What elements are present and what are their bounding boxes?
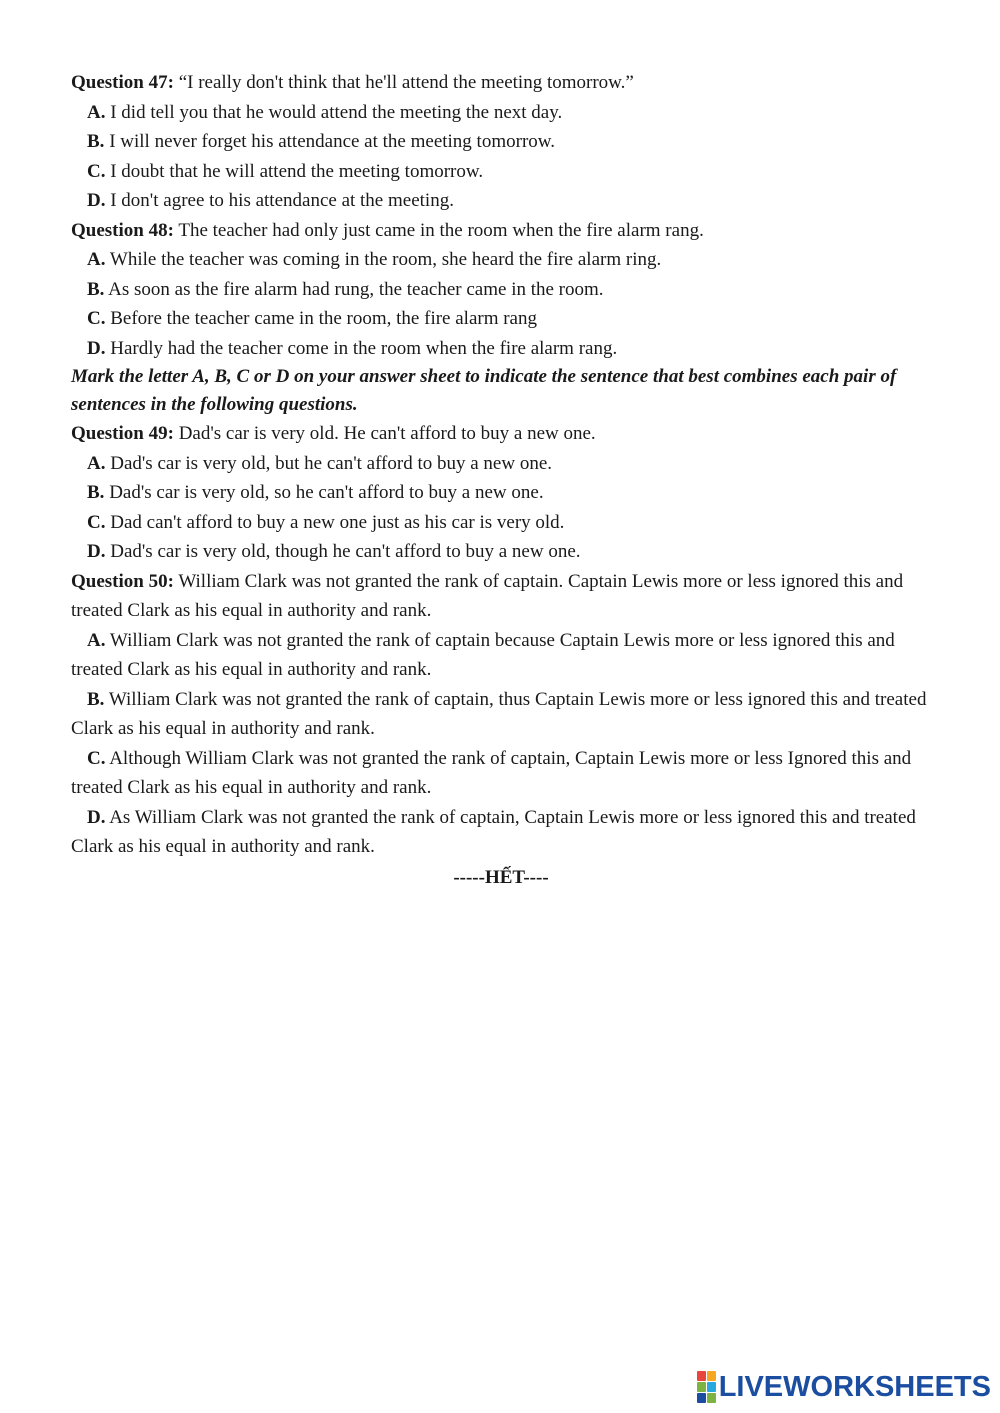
answer-option-c[interactable] [71, 304, 931, 334]
option-text: I doubt that he will attend the meeting tomorrow. [110, 160, 484, 182]
question-label: Question 48: [71, 219, 174, 241]
question-label: Question 47: [71, 72, 174, 93]
answer-option-a[interactable] [71, 98, 931, 128]
option-letter: A. [87, 452, 106, 474]
question-text: William Clark was not granted the rank of captain. Captain Lewis more or less ignored this and treated Clark as his equal in authority and rank. [71, 570, 904, 621]
option-letter: D. [87, 190, 106, 211]
option-letter: C. [87, 160, 106, 182]
answer-option-c[interactable] [71, 157, 931, 187]
option-text: William Clark was not granted the rank of captain, thus Captain Lewis more or less ignored this and treated Clark as his equal in authority and rank. [71, 688, 927, 739]
option-letter: C. [87, 511, 106, 533]
option-text: Dad can't afford to buy a new one just as his car is very old. [110, 511, 565, 533]
option-text: Dad's car is very old, so he can't afford to buy a new one. [109, 482, 544, 503]
logo-text: LIVEWORKSHEETS [718, 1370, 991, 1403]
option-text: I did tell you that he would attend the meeting the next day. [110, 101, 563, 123]
liveworksheets-logo[interactable] [697, 1370, 991, 1404]
question-text: Dad's car is very old. He can't afford to buy a new one. [178, 423, 596, 444]
answer-option-a[interactable] [71, 626, 931, 685]
question-text: “I really don't think that he'll attend the meeting tomorrow.” [178, 72, 634, 93]
worksheet-page [71, 68, 931, 892]
question-label: Question 50: [71, 570, 174, 592]
question-text: The teacher had only just came in the room when the fire alarm rang. [178, 219, 704, 241]
option-text: Although William Clark was not granted the rank of captain, Captain Lewis more or less Ignored this and treated Clark as his equal in authority and rank. [71, 747, 912, 798]
option-text: Hardly had the teacher come in the room when the fire alarm rang. [110, 337, 618, 359]
question-50 [71, 567, 931, 626]
option-letter: A. [87, 629, 106, 651]
option-letter: A. [87, 101, 106, 123]
answer-option-a[interactable] [71, 245, 931, 275]
option-text: As soon as the fire alarm had rung, the teacher came in the room. [108, 278, 604, 300]
option-letter: B. [87, 482, 105, 503]
option-text: I don't agree to his attendance at the meeting. [110, 190, 454, 211]
option-letter: C. [87, 308, 106, 329]
option-text: William Clark was not granted the rank of captain because Captain Lewis more or less ignored this and treated Clark as his equal in authority and rank. [71, 629, 895, 680]
option-letter: B. [87, 131, 105, 152]
option-text: Dad's car is very old, though he can't afford to buy a new one. [110, 541, 581, 562]
question-label: Question 49: [71, 423, 174, 444]
answer-option-a[interactable] [71, 449, 931, 479]
logo-mark-icon [697, 1371, 716, 1403]
question-48 [71, 216, 931, 246]
answer-option-b[interactable] [71, 478, 931, 508]
option-letter: D. [87, 541, 106, 562]
option-letter: B. [87, 278, 105, 300]
answer-option-d[interactable] [71, 803, 931, 862]
option-letter: C. [87, 747, 106, 769]
answer-option-b[interactable] [71, 275, 931, 305]
section-instruction: Mark the letter A, B, C or D on your answer sheet to indicate the sentence that best combines each pair of sentences in the following questions. [71, 366, 897, 415]
question-47 [71, 68, 931, 98]
option-letter: B. [87, 688, 105, 710]
answer-option-c[interactable] [71, 508, 931, 538]
option-text: As William Clark was not granted the rank of captain, Captain Lewis more or less ignored this and treated Clark as his equal in authority and rank. [71, 806, 916, 857]
option-text: While the teacher was coming in the room, she heard the fire alarm ring. [109, 249, 662, 270]
answer-option-b[interactable] [71, 685, 931, 744]
question-49 [71, 419, 931, 449]
answer-option-d[interactable] [71, 537, 931, 567]
end-marker: -----HẾT---- [453, 866, 549, 888]
option-text: I will never forget his attendance at the meeting tomorrow. [109, 131, 556, 152]
option-text: Before the teacher came in the room, the fire alarm rang [110, 308, 537, 329]
answer-option-d[interactable] [71, 334, 931, 364]
answer-option-d[interactable] [71, 186, 931, 216]
option-letter: D. [87, 806, 106, 828]
option-letter: A. [87, 249, 106, 270]
answer-option-c[interactable] [71, 744, 931, 803]
option-letter: D. [87, 337, 106, 359]
answer-option-b[interactable] [71, 127, 931, 157]
option-text: Dad's car is very old, but he can't afford to buy a new one. [110, 452, 553, 474]
